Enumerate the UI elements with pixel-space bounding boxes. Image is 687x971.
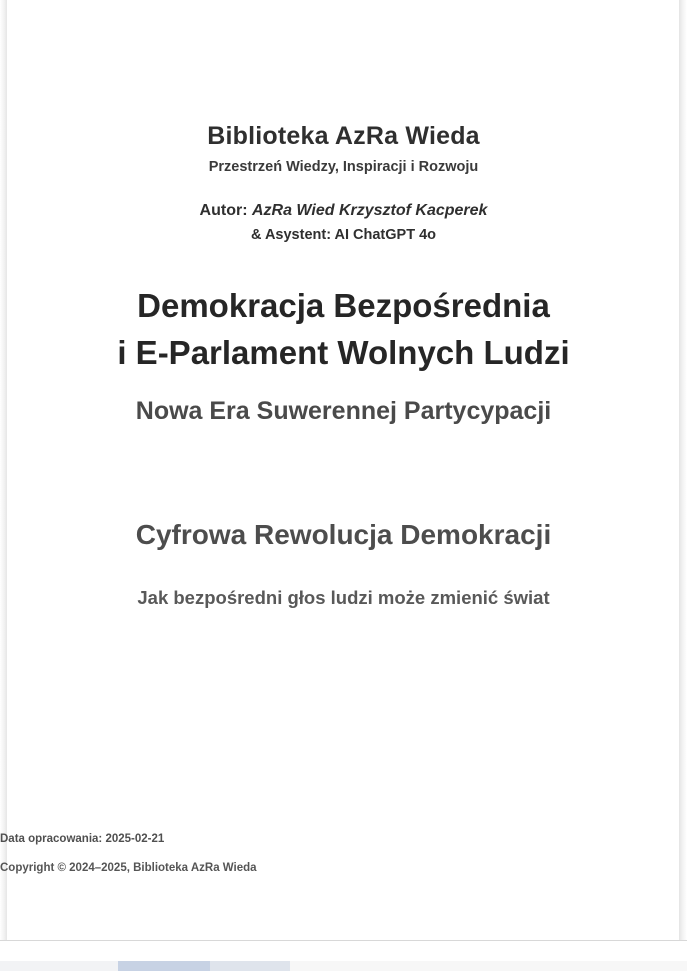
author-label: Autor:	[199, 202, 248, 219]
page-title	[0, 285, 687, 375]
page-title-line-2: i E-Parlament Wolnych Ludzi	[117, 333, 570, 371]
library-tagline: Przestrzeń Wiedzy, Inspiracji i Rozwoju	[208, 159, 479, 175]
strip-segment-1	[0, 961, 118, 971]
strip-segment-4	[290, 961, 687, 971]
library-title: Biblioteka AzRa Wieda	[207, 122, 480, 150]
section-tagline: Jak bezpośredni głos ludzi może zmienić świat	[137, 586, 550, 608]
strip-segment-3	[210, 961, 290, 971]
assistant-line: & Asystent: AI ChatGPT 4o	[250, 227, 437, 243]
page-title-line-1: Demokracja Bezpośrednia	[137, 287, 550, 324]
author-name: AzRa Wied Krzysztof Kacperek	[251, 202, 488, 219]
author-line	[0, 202, 687, 220]
strip-segment-2	[118, 961, 210, 971]
section-heading: Cyfrowa Rewolucja Demokracji	[135, 518, 552, 550]
page-bottom-strip	[0, 940, 687, 971]
document-date: Data opracowania: 2025-02-21	[0, 833, 165, 845]
document-copyright: Copyright © 2024–2025, Biblioteka AzRa Wieda	[0, 862, 257, 874]
page-subtitle: Nowa Era Suwerennej Partycypacji	[135, 396, 552, 425]
